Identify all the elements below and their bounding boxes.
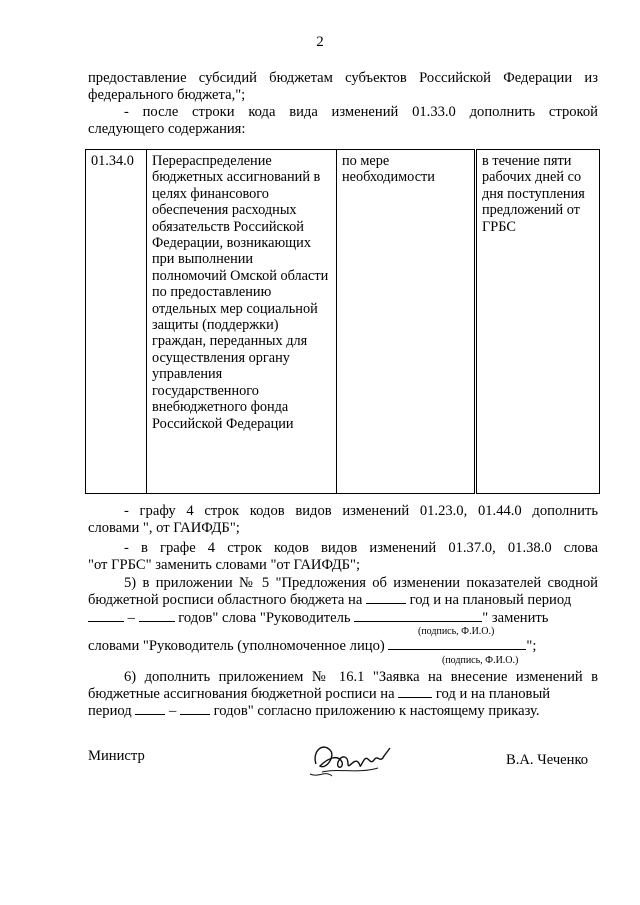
signer-position: Министр bbox=[88, 748, 145, 764]
dash-2: – bbox=[169, 703, 177, 719]
item6-line-2-text-a: бюджетные ассигнования бюджетной росписи на bbox=[88, 686, 395, 702]
item-add-row-line-2: следующего содержания: bbox=[88, 121, 246, 137]
period-end-blank-2 bbox=[180, 714, 210, 715]
item5-line-3-text-b: годов" слова "Руководитель bbox=[178, 610, 351, 626]
year-blank bbox=[366, 603, 406, 604]
table-row bbox=[86, 150, 600, 494]
signature-caption-1: (подпись, Ф.И.О.) bbox=[418, 626, 495, 637]
amendment-table bbox=[85, 149, 600, 494]
intro-line-2: федерального бюджета,"; bbox=[88, 87, 246, 103]
item5-line-3 bbox=[88, 610, 598, 627]
item5-line-4-text-a: словами "Руководитель (уполномоченное лицо) bbox=[88, 638, 385, 654]
item6-line-3-text-c: годов" согласно приложению к настоящему приказу. bbox=[213, 703, 540, 719]
item5-line-3-text-c: " заменить bbox=[482, 610, 549, 626]
item5-line-4 bbox=[88, 638, 598, 655]
dash: – bbox=[127, 610, 135, 626]
handwritten-signature bbox=[308, 734, 398, 782]
item6-line-3-text-a: период bbox=[88, 703, 132, 719]
head-signature-blank bbox=[354, 621, 482, 622]
item5-line-2-text-b: год и на плановый период bbox=[409, 592, 572, 608]
page-number: 2 bbox=[316, 34, 324, 50]
item-column4-line-1: - графу 4 строк кодов видов изменений 01.23.0, 01.44.0 дополнить bbox=[124, 503, 598, 519]
intro-line-1: предоставление субсидий бюджетам субъектов Российской Федерации из bbox=[88, 70, 598, 86]
item5-line-4-text-b: "; bbox=[526, 638, 537, 654]
year-blank-2 bbox=[398, 697, 432, 698]
item-column4-line-2: словами ", от ГАИФДБ"; bbox=[88, 520, 240, 536]
item6-line-1: 6) дополнить приложением № 16.1 "Заявка на внесение изменений в bbox=[124, 669, 598, 685]
cell-frequency: по мере необходимости bbox=[337, 150, 476, 494]
item6-line-3 bbox=[88, 703, 598, 720]
period-start-blank bbox=[88, 621, 124, 622]
signer-name: В.А. Чеченко bbox=[506, 752, 589, 768]
item-replace-line-2: "от ГРБС" заменить словами "от ГАИФДБ"; bbox=[88, 557, 361, 573]
authorized-signature-blank bbox=[388, 649, 526, 650]
item5-line-2-text-a: бюджетной росписи областного бюджета на bbox=[88, 592, 363, 608]
cell-deadline: в течение пяти рабочих дней со дня поступления предложений от ГРБС bbox=[476, 150, 600, 494]
period-end-blank bbox=[139, 621, 175, 622]
cell-description: Перераспределение бюджетных ассигнований в целях финансового обеспечения расходных обязательств Российской Федерации, возникающих при выполнении полномочий Омской области по предоставлению отдельных мер социальной защиты (поддержки) граждан, переданных для осуществления органу управления государственного внебюджетного фонда Российской Федерации bbox=[147, 150, 337, 494]
item-replace-line-1: - в графе 4 строк кодов видов изменений 01.37.0, 01.38.0 слова bbox=[124, 540, 598, 556]
item5-line-1: 5) в приложении № 5 "Предложения об изменении показателей сводной bbox=[124, 575, 598, 591]
item5-line-2 bbox=[88, 592, 598, 609]
item-add-row-line-1: - после строки кода вида изменений 01.33.0 дополнить строкой bbox=[124, 104, 598, 120]
item6-line-2 bbox=[88, 686, 598, 703]
period-start-blank-2 bbox=[135, 714, 165, 715]
item6-line-2-text-b: год и на плановый bbox=[435, 686, 551, 702]
signature-caption-2: (подпись, Ф.И.О.) bbox=[442, 655, 519, 666]
cell-code: 01.34.0 bbox=[86, 150, 147, 494]
